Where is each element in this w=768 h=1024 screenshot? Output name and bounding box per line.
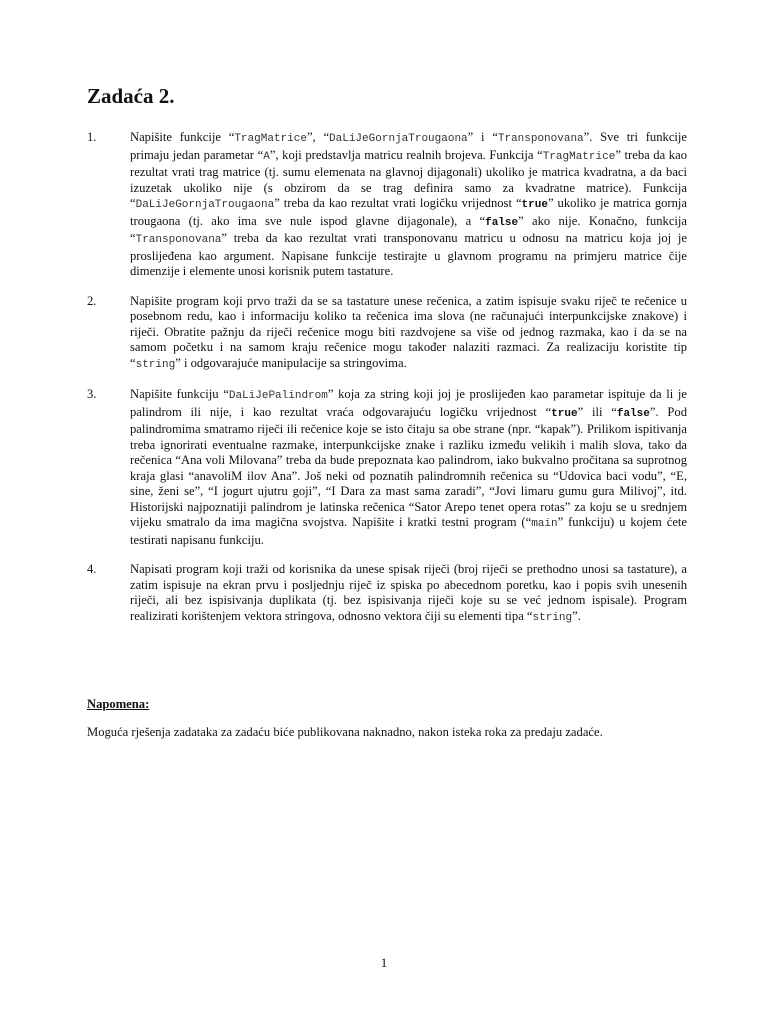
- task-text: [130, 562, 687, 626]
- task-number: 2.: [87, 293, 97, 308]
- code-identifier: DaLiJeGornjaTrougaona: [329, 133, 468, 145]
- text-run: ”.: [572, 608, 581, 623]
- code-identifier: true: [551, 407, 578, 420]
- text-run: ” treba da kao rezultat vrati transponovanu matricu u odnosu na matricu koja joj je proslijeđena kao argument. Napisane funkcije testirajte u glavnom programu na primjeru matrice čije dimenzije i elemente unosi korisnik putem tastature.: [130, 231, 687, 278]
- text-run: ” treba da kao rezultat vrati logičku vrijednost “: [274, 196, 522, 210]
- note-text: Moguća rješenja zadataka za zadaću biće publikovana naknadno, nakon isteka roka za predaju zadaće.: [87, 725, 603, 739]
- code-identifier: Transponovana: [497, 133, 584, 145]
- text-run: ” ako nije. Konačno, funkcija “: [130, 213, 687, 245]
- task-list: [87, 130, 687, 640]
- task-item-3: [87, 387, 687, 548]
- code-identifier: DaLiJeGornjaTrougaona: [135, 199, 275, 211]
- text-run: ”. Sve tri funkcije primaju jedan parametar “: [130, 130, 687, 162]
- code-identifier: TragMatrice: [234, 133, 307, 145]
- task-item-4: [87, 562, 687, 626]
- code-identifier: DaLiJePalindrom: [228, 390, 328, 402]
- code-identifier: TragMatrice: [542, 150, 616, 163]
- task-text: [130, 294, 687, 374]
- text-run: Napišite program koji prvo traži da se sa tastature unese rečenica, a zatim ispisuje svaku riječ te rečenice u posebnom redu, kao i informaciju koliko ta rečenica ima slova (ne računajući interpunkcijske znakove) i riječi. Obratite pažnju da riječi rečenice mogu biti razdvojene sa više od jednog razmaka, kao i da se na samom početku i na samom kraju rečenice mogu također nalaziti razmaci. Za realizaciju koristite tip “: [130, 293, 687, 370]
- task-item-1: [87, 130, 687, 280]
- text-run: ” i “: [467, 130, 498, 144]
- code-identifier: string: [532, 611, 573, 624]
- task-number: 1.: [87, 130, 97, 144]
- code-identifier: false: [616, 407, 650, 420]
- code-identifier: Transponovana: [135, 234, 222, 246]
- task-number: 4.: [87, 562, 97, 576]
- text-run: ” ukoliko je matrica gornja trougaona (tj. ako ima sve nule ispod glavne dijagonale), a “: [130, 196, 688, 228]
- code-identifier: true: [521, 199, 548, 211]
- code-identifier: A: [263, 150, 270, 163]
- text-run: ” treba da kao rezultat vrati trag matrice (tj. sumu elemenata na glavnoj dijagonali) ukoliko je matrica kvadratna, a da baci izuzetak ukoliko nije (s obzirom da se trag definira samo za kvadratne matrice). Funkcija “: [130, 147, 687, 210]
- code-identifier: main: [531, 518, 558, 530]
- text-run: ”, “: [306, 130, 330, 144]
- text-run: Napisati program koji traži od korisnika da unese spisak riječi (broj riječi se prethodno unosi sa tastature), a zatim ispisuje na ekran prvu i posljednju riječ iz spiska po abecednom poretku, kao i popis svih unesenih riječi, ali bez ispisivanja duplikata (tj. bez ispisivanja riječi koje su se već jednom ispisale). Program realizirati korištenjem vektora stringova, odnosno vektora čiji su elementi tipa “: [130, 562, 687, 623]
- text-run: Napišite funkcije “: [130, 130, 235, 144]
- page-title: Zadaća 2.: [87, 84, 175, 108]
- task-text: [130, 130, 687, 280]
- page-number: 1: [380, 955, 388, 970]
- text-run: Napišite funkciju “: [130, 387, 229, 401]
- note-heading: Napomena:: [87, 697, 150, 711]
- text-run: ” i odgovarajuće manipulacije sa stringovima.: [175, 355, 407, 370]
- text-run: ”. Pod palindromima smatramo riječi ili rečenice koje se isto čitaju sa obe strane (npr. “kapak”). Prilikom ispitivanja treba ignorirati eventualne razmake, interpunkcijske znake i razliku između velikih i malih slova, tako da rečenica “Ana voli Milovana” treba da bude prepoznata kao palindrom, iako bukvalno pročitana sa suprotnog kraja glasi “anavoliM ilov Ana”. Još neki od poznatih palindromnih rečenica su “Udovica baci vodu”, “E, sine, ženi se”, “I jogurt ujutru goji”, “I Dara za mast sama zaradi”, “Jovi limaru gumu gura Milivoj”, itd. Historijski najpoznatiji palindrom je latinska rečenica “Sator Arepo tenet opera rotas” za koju se u srednjem vijeku smatralo da ima magična svojstva. Napišite i kratki testni program (“: [130, 404, 687, 529]
- task-item-2: [87, 294, 687, 374]
- text-run: ” koja za string koji joj je proslijeđen kao parametar ispituje da li je palindrom ili nije, i kao rezultat vraća odgovarajuću logičku vrijednost “: [130, 387, 688, 419]
- text-run: ”, koji predstavlja matricu realnih brojeva. Funkcija “: [269, 147, 543, 162]
- task-number: 3.: [87, 387, 97, 401]
- text-run: ” funkciju) u kojem ćete testirati napisanu funkciju.: [130, 515, 687, 547]
- code-identifier: string: [135, 358, 176, 371]
- code-identifier: false: [485, 216, 519, 229]
- text-run: ” ili “: [577, 404, 617, 419]
- task-text: [130, 387, 687, 548]
